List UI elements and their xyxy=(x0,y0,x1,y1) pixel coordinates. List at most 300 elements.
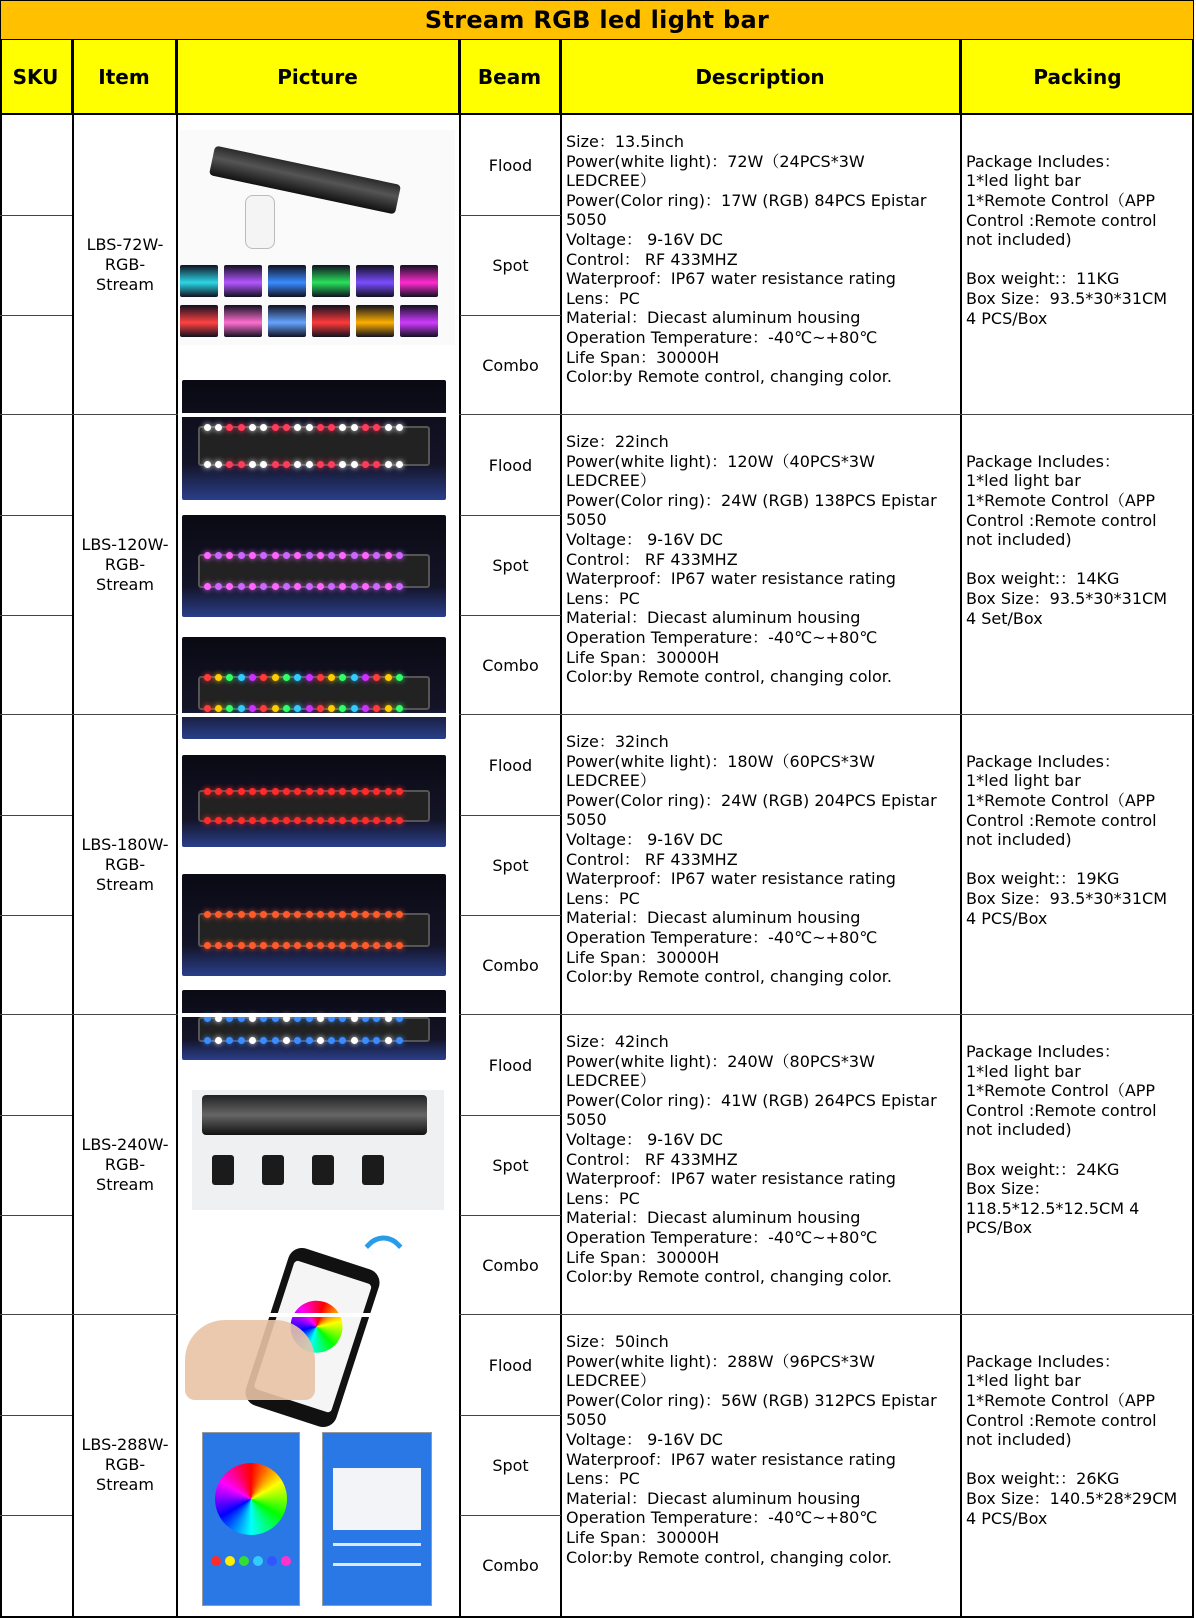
led-dot xyxy=(238,705,245,712)
grid-line xyxy=(960,40,962,1618)
led-dot xyxy=(260,674,267,681)
sku-cell xyxy=(0,415,72,515)
grid-mask xyxy=(178,713,459,717)
product-row xyxy=(0,415,1194,715)
led-dot xyxy=(339,424,346,431)
grid-line xyxy=(72,40,74,1618)
description-line: Power(white light)：288W（96PCS*3W xyxy=(566,1351,875,1371)
beam-flood: Flood xyxy=(488,155,533,175)
led-dot xyxy=(351,552,358,559)
led-dot xyxy=(306,942,313,949)
thumbnail-image xyxy=(224,305,262,337)
led-bar xyxy=(198,1017,430,1042)
packing xyxy=(962,115,1192,415)
packing-line: Control :Remote control xyxy=(966,1100,1157,1120)
led-dot xyxy=(385,788,392,795)
led-dot xyxy=(306,911,313,918)
led-dot xyxy=(351,705,358,712)
led-dot xyxy=(362,911,369,918)
led-dot xyxy=(283,583,290,590)
description-line: Power(white light)：72W（24PCS*3W xyxy=(566,151,865,171)
led-dot xyxy=(260,942,267,949)
led-dot xyxy=(226,461,233,468)
led-dot xyxy=(396,674,403,681)
color-swatch xyxy=(239,1556,249,1566)
thumbnail-image xyxy=(312,305,350,337)
description-line: 5050 xyxy=(566,210,607,230)
led-dot xyxy=(272,674,279,681)
led-dot xyxy=(226,424,233,431)
beam-flood: Flood xyxy=(488,755,533,775)
led-dot xyxy=(204,583,211,590)
led-dot xyxy=(283,424,290,431)
color-swatch xyxy=(225,1556,235,1566)
led-dot xyxy=(272,788,279,795)
led-dot xyxy=(317,583,324,590)
color-wheel-image xyxy=(215,1463,287,1535)
description-line: Size：22inch xyxy=(566,432,669,451)
packing-line: 4 PCS/Box xyxy=(966,1508,1048,1528)
led-dot xyxy=(328,911,335,918)
description-line: Color:by Remote control, changing color. xyxy=(566,667,892,687)
header-row xyxy=(0,40,1194,115)
item-code: LBS-72W- RGB- Stream xyxy=(86,235,164,294)
packing-line: Box Size：93.5*30*31CM xyxy=(966,288,1167,308)
packing-line: 1*Remote Control（APP xyxy=(966,1391,1156,1411)
led-dot xyxy=(328,552,335,559)
description-line: Life Span：30000H xyxy=(566,1247,720,1267)
led-dot xyxy=(362,674,369,681)
thumbnail-image xyxy=(356,305,394,337)
description-line: Control： RF 433MHZ xyxy=(566,549,738,569)
description-line: Waterproof：IP67 water resistance rating xyxy=(566,869,896,889)
led-dot xyxy=(385,424,392,431)
header-description: Description xyxy=(561,40,961,113)
accessories-photo xyxy=(192,1090,444,1210)
description-line: Life Span：30000H xyxy=(566,347,720,367)
led-dot xyxy=(226,705,233,712)
grid-line xyxy=(460,315,561,316)
led-dot xyxy=(385,705,392,712)
led-dot xyxy=(249,705,256,712)
led-dot xyxy=(294,461,301,468)
grid-line xyxy=(0,215,72,216)
grid-line xyxy=(0,1415,72,1416)
led-dot xyxy=(339,674,346,681)
led-dot xyxy=(215,788,222,795)
description-line: Voltage： 9-16V DC xyxy=(566,1129,723,1149)
grid-line xyxy=(176,40,178,1618)
description-line: Control： RF 433MHZ xyxy=(566,1149,738,1169)
led-dot xyxy=(306,1037,313,1044)
description-line: Power(white light)：120W（40PCS*3W xyxy=(566,451,875,471)
thumbnail-image xyxy=(312,265,350,297)
led-dot xyxy=(328,788,335,795)
led-dot xyxy=(328,424,335,431)
packing-text xyxy=(966,1042,1192,1238)
led-dot xyxy=(249,942,256,949)
packing-line: not included) xyxy=(966,1430,1072,1450)
led-dot xyxy=(339,817,346,824)
grid-line xyxy=(0,315,72,316)
description-line: LEDCREE） xyxy=(566,771,656,791)
thumbnail-image xyxy=(268,265,306,297)
beam-flood: Flood xyxy=(488,455,533,475)
description-line: Voltage： 9-16V DC xyxy=(566,529,723,549)
led-dot xyxy=(306,705,313,712)
led-dot xyxy=(294,942,301,949)
packing-line: Box Size：93.5*30*31CM xyxy=(966,588,1167,608)
led-dot xyxy=(283,942,290,949)
header-sku: SKU xyxy=(0,40,73,113)
description-line: LEDCREE） xyxy=(566,1371,656,1391)
led-dot xyxy=(226,788,233,795)
description-line: Size：13.5inch xyxy=(566,132,684,151)
led-dot xyxy=(249,674,256,681)
product-photo xyxy=(180,130,455,345)
led-dot xyxy=(249,911,256,918)
led-dot xyxy=(396,424,403,431)
beam-flood: Flood xyxy=(488,1055,533,1075)
description-line: Power(Color ring)：24W (RGB) 204PCS Epistar xyxy=(566,790,937,810)
led-dot xyxy=(204,424,211,431)
beam-combo: Combo xyxy=(482,1555,539,1575)
led-dot xyxy=(272,583,279,590)
grid-line xyxy=(0,515,72,516)
packing-line: Box Size：93.5*30*31CM xyxy=(966,888,1167,908)
packing-line: Box weight:：26KG xyxy=(966,1469,1120,1489)
thumbnail-image xyxy=(180,265,218,297)
led-dot xyxy=(373,424,380,431)
packing-line: Package Includes： xyxy=(966,1042,1120,1062)
packing-line: not included) xyxy=(966,1120,1072,1140)
packing-line: Package Includes： xyxy=(966,451,1120,471)
led-dot xyxy=(272,911,279,918)
led-dot xyxy=(260,1037,267,1044)
led-dot xyxy=(396,911,403,918)
packing-line xyxy=(966,850,1192,870)
grid-line xyxy=(560,40,562,1618)
led-dot xyxy=(328,705,335,712)
led-dot xyxy=(272,1037,279,1044)
packing-line: 1*led light bar xyxy=(966,771,1081,791)
led-dot xyxy=(226,942,233,949)
description-line: Control： RF 433MHZ xyxy=(566,249,738,269)
packing xyxy=(962,415,1192,715)
description-line: Life Span：30000H xyxy=(566,1527,720,1547)
led-dot xyxy=(317,461,324,468)
led-dot xyxy=(351,788,358,795)
description-line: Voltage： 9-16V DC xyxy=(566,229,723,249)
led-dot xyxy=(238,424,245,431)
beam-spot: Spot xyxy=(492,1155,529,1175)
grid-line xyxy=(459,40,461,1618)
description-line: LEDCREE） xyxy=(566,471,656,491)
led-dot xyxy=(294,788,301,795)
led-dot xyxy=(283,705,290,712)
packing-line xyxy=(966,1140,1192,1160)
grid-line xyxy=(460,1115,561,1116)
description-line: Material：Diecast aluminum housing xyxy=(566,1488,861,1508)
led-dot xyxy=(306,788,313,795)
led-dot xyxy=(215,942,222,949)
led-dot xyxy=(272,552,279,559)
led-dot xyxy=(260,788,267,795)
led-dot xyxy=(238,817,245,824)
led-dot xyxy=(385,461,392,468)
grid-line xyxy=(0,1115,72,1116)
packing-line: Box Size：140.5*28*29CM xyxy=(966,1488,1178,1508)
sku-cell xyxy=(0,1015,72,1115)
led-dot xyxy=(373,911,380,918)
led-dot xyxy=(204,461,211,468)
beam-spot: Spot xyxy=(492,855,529,875)
led-dot xyxy=(351,942,358,949)
description-line: Size：50inch xyxy=(566,1332,669,1351)
led-dot xyxy=(385,942,392,949)
led-dot xyxy=(396,942,403,949)
grid-mask xyxy=(178,413,459,417)
led-dot xyxy=(306,552,313,559)
packing-line: Box weight:：11KG xyxy=(966,269,1120,289)
led-dot xyxy=(373,674,380,681)
bracket-image xyxy=(362,1155,384,1185)
led-dot xyxy=(328,817,335,824)
led-dot xyxy=(373,1037,380,1044)
description-line: Size：42inch xyxy=(566,1032,669,1051)
led-bar xyxy=(198,554,430,589)
packing-line: not included) xyxy=(966,830,1072,850)
description-line: Waterproof：IP67 water resistance rating xyxy=(566,569,896,589)
packing-line: PCS/Box xyxy=(966,1218,1033,1238)
packing-text xyxy=(966,152,1192,328)
led-dot xyxy=(283,1037,290,1044)
grid-line xyxy=(0,40,2,1618)
beam-spot: Spot xyxy=(492,1455,529,1475)
led-dot xyxy=(294,705,301,712)
led-dot xyxy=(283,674,290,681)
grid-line xyxy=(0,915,72,916)
led-dot xyxy=(362,942,369,949)
description-line: Life Span：30000H xyxy=(566,947,720,967)
led-dot xyxy=(351,424,358,431)
led-dot xyxy=(306,817,313,824)
led-dot xyxy=(362,583,369,590)
led-dot xyxy=(373,583,380,590)
led-dot xyxy=(351,911,358,918)
led-bar-photo xyxy=(182,755,446,847)
grid-line xyxy=(460,815,561,816)
led-bar-image xyxy=(202,1095,427,1135)
led-dot xyxy=(385,817,392,824)
led-dot xyxy=(385,1037,392,1044)
led-dot xyxy=(204,1037,211,1044)
led-dot xyxy=(215,461,222,468)
led-dot xyxy=(317,911,324,918)
bracket-image xyxy=(312,1155,334,1185)
item-code: LBS-288W- RGB- Stream xyxy=(81,1435,169,1494)
led-dot xyxy=(215,705,222,712)
led-dot xyxy=(226,817,233,824)
sku-cell xyxy=(0,515,72,615)
led-dot xyxy=(317,424,324,431)
led-dot xyxy=(339,942,346,949)
packing-line: Control :Remote control xyxy=(966,210,1157,230)
led-dot xyxy=(283,552,290,559)
led-dot xyxy=(373,552,380,559)
led-dot xyxy=(396,552,403,559)
led-bar-photo xyxy=(182,990,446,1060)
description xyxy=(562,415,960,715)
beam-spot: Spot xyxy=(492,255,529,275)
led-dot xyxy=(215,1037,222,1044)
app-screenshot xyxy=(202,1432,300,1606)
description-line: Power(white light)：180W（60PCS*3W xyxy=(566,751,875,771)
led-dot xyxy=(317,552,324,559)
led-dot xyxy=(328,674,335,681)
packing-line: 1*led light bar xyxy=(966,1061,1081,1081)
description-line: Size：32inch xyxy=(566,732,669,751)
description-line: Lens：PC xyxy=(566,288,640,308)
led-dot xyxy=(249,788,256,795)
led-dot xyxy=(272,942,279,949)
packing-line: not included) xyxy=(966,530,1072,550)
packing-line: 1*Remote Control（APP xyxy=(966,191,1156,211)
packing-line: Box weight:：19KG xyxy=(966,869,1120,889)
led-dot xyxy=(294,552,301,559)
grid-line xyxy=(0,1515,72,1516)
description-line: Color:by Remote control, changing color. xyxy=(566,967,892,987)
packing xyxy=(962,1315,1192,1615)
packing-line: Package Includes： xyxy=(966,751,1120,771)
grid-line xyxy=(460,515,561,516)
led-dot xyxy=(362,552,369,559)
thumbnail-image xyxy=(400,305,438,337)
led-dot xyxy=(306,424,313,431)
led-dot xyxy=(362,1037,369,1044)
led-dot xyxy=(351,1037,358,1044)
led-dot xyxy=(215,583,222,590)
description-line: Power(Color ring)：17W (RGB) 84PCS Epistar xyxy=(566,190,927,210)
packing-line: 1*Remote Control（APP xyxy=(966,1081,1156,1101)
description-line: LEDCREE） xyxy=(566,171,656,191)
color-swatch xyxy=(253,1556,263,1566)
sku-cell xyxy=(0,1415,72,1515)
led-dot xyxy=(204,942,211,949)
led-dot xyxy=(362,788,369,795)
grid-line xyxy=(460,1415,561,1416)
description-line: Power(Color ring)：41W (RGB) 264PCS Epistar xyxy=(566,1090,937,1110)
led-dot xyxy=(339,461,346,468)
led-dot xyxy=(373,817,380,824)
led-dot xyxy=(215,674,222,681)
header-item: Item xyxy=(73,40,177,113)
description-line: Lens：PC xyxy=(566,888,640,908)
led-dot xyxy=(351,583,358,590)
led-dot xyxy=(362,817,369,824)
thumbnail-image xyxy=(180,305,218,337)
description-line: Lens：PC xyxy=(566,1469,640,1489)
color-swatch xyxy=(211,1556,221,1566)
bracket-image xyxy=(212,1155,234,1185)
description-line: Operation Temperature：-40℃~+80℃ xyxy=(566,1227,878,1247)
led-dot xyxy=(396,583,403,590)
led-dot xyxy=(306,583,313,590)
description-line: Material：Diecast aluminum housing xyxy=(566,308,861,328)
beam-flood: Flood xyxy=(488,1355,533,1375)
led-dot xyxy=(204,817,211,824)
led-dot xyxy=(249,583,256,590)
led-dot xyxy=(294,424,301,431)
product-row xyxy=(0,1315,1194,1615)
led-dot xyxy=(226,911,233,918)
app-screenshot xyxy=(322,1432,432,1606)
led-dot xyxy=(238,942,245,949)
description-line: Color:by Remote control, changing color. xyxy=(566,1547,892,1567)
led-dot xyxy=(339,788,346,795)
led-dot xyxy=(238,788,245,795)
led-dot xyxy=(294,674,301,681)
packing-line: Control :Remote control xyxy=(966,510,1157,530)
description-line: Life Span：30000H xyxy=(566,647,720,667)
beam-combo: Combo xyxy=(482,655,539,675)
led-dot xyxy=(373,705,380,712)
grid-line xyxy=(0,1215,72,1216)
description-line: 5050 xyxy=(566,1410,607,1430)
thumbnail-image xyxy=(268,305,306,337)
led-dot xyxy=(272,424,279,431)
led-dot xyxy=(204,674,211,681)
packing-line: Package Includes： xyxy=(966,151,1120,171)
led-dot xyxy=(385,674,392,681)
packing-line: 4 PCS/Box xyxy=(966,308,1048,328)
led-dot xyxy=(260,552,267,559)
description xyxy=(562,115,960,415)
led-dot xyxy=(328,942,335,949)
description-line: Lens：PC xyxy=(566,1188,640,1208)
grid-line xyxy=(1192,40,1194,1618)
sku-cell xyxy=(0,615,72,715)
led-bar-image xyxy=(209,146,401,215)
description-line: 5050 xyxy=(566,1110,607,1130)
led-dot xyxy=(249,817,256,824)
led-dot xyxy=(373,461,380,468)
bracket-image xyxy=(262,1155,284,1185)
led-dot xyxy=(306,461,313,468)
grid-line xyxy=(0,815,72,816)
packing-line xyxy=(966,1450,1192,1470)
packing-line: 4 Set/Box xyxy=(966,608,1043,628)
description-line: Control： RF 433MHZ xyxy=(566,849,738,869)
grid-mask xyxy=(178,1013,459,1017)
description-line: Color:by Remote control, changing color. xyxy=(566,367,892,387)
packing-line: Box weight:：24KG xyxy=(966,1159,1120,1179)
packing-line: Box weight:：14KG xyxy=(966,569,1120,589)
description-line: Waterproof：IP67 water resistance rating xyxy=(566,1169,896,1189)
led-bar-photo xyxy=(182,874,446,976)
description-line: Operation Temperature：-40℃~+80℃ xyxy=(566,927,878,947)
led-dot xyxy=(283,817,290,824)
led-dot xyxy=(226,1037,233,1044)
led-dot xyxy=(294,817,301,824)
grid-line xyxy=(460,215,561,216)
led-dot xyxy=(317,1037,324,1044)
led-dot xyxy=(249,424,256,431)
led-dot xyxy=(328,583,335,590)
thumbnail-image xyxy=(224,265,262,297)
led-dot xyxy=(339,705,346,712)
app-panel xyxy=(333,1468,421,1530)
